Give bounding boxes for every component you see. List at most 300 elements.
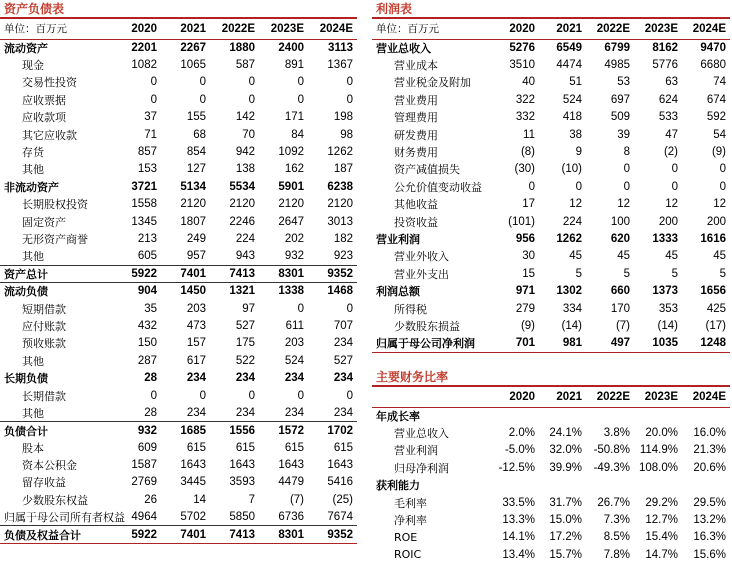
cell-value: 1880 bbox=[229, 41, 255, 54]
row-label: 其他 bbox=[22, 163, 44, 177]
cell-value: 615 bbox=[186, 441, 206, 454]
cell-value: 522 bbox=[235, 354, 255, 367]
cell-value: 971 bbox=[515, 285, 535, 298]
cell-value: 2.0% bbox=[508, 427, 535, 440]
cell-value: 334 bbox=[562, 302, 582, 315]
cell-value: 97 bbox=[242, 302, 255, 315]
cell-value: 592 bbox=[706, 111, 726, 124]
cell-value bbox=[634, 477, 682, 494]
cell-value: 3.8% bbox=[603, 427, 630, 440]
cell-value: (14) bbox=[657, 319, 678, 332]
cell-value: 39 bbox=[617, 128, 630, 141]
cell-value: 0 bbox=[346, 302, 353, 315]
row-label: 非流动资产 bbox=[4, 180, 59, 194]
cell-value: 45 bbox=[617, 250, 630, 263]
row-label: 应付账款 bbox=[22, 319, 66, 333]
balance-sheet-panel bbox=[0, 0, 357, 544]
cell-value: 98 bbox=[340, 128, 353, 141]
year-header: 2020 bbox=[112, 19, 161, 39]
table-row bbox=[372, 126, 730, 143]
row-label: 公允价值变动收益 bbox=[394, 180, 482, 194]
cell-value: 16.0% bbox=[693, 427, 726, 440]
table-row bbox=[0, 265, 357, 282]
cell-value: 14.1% bbox=[502, 531, 535, 544]
cell-value: -50.8% bbox=[593, 444, 630, 457]
cell-value: 1333 bbox=[652, 232, 678, 245]
row-label: 获利能力 bbox=[376, 479, 420, 493]
cell-value: 0 bbox=[297, 93, 304, 106]
cell-value: 3113 bbox=[328, 41, 353, 54]
table-row bbox=[0, 404, 357, 421]
cell-value: 932 bbox=[112, 422, 161, 439]
table-row bbox=[0, 161, 357, 178]
table-row bbox=[0, 230, 357, 247]
cell-value: 12 bbox=[665, 198, 678, 211]
cell-value: 1065 bbox=[180, 59, 206, 72]
cell-value: 6549 bbox=[556, 41, 582, 54]
cell-value: 524 bbox=[284, 354, 304, 367]
financial-ratios-body bbox=[372, 387, 730, 564]
row-label: 其他 bbox=[22, 250, 44, 264]
cell-value: 198 bbox=[333, 111, 353, 124]
row-label: 股本 bbox=[22, 441, 44, 455]
unit-label: 单位：百万元 bbox=[0, 19, 112, 39]
cell-value: 24.1% bbox=[549, 427, 582, 440]
row-label: 营业总收入 bbox=[394, 427, 449, 441]
table-row bbox=[372, 178, 730, 195]
table-row bbox=[372, 335, 730, 352]
table-row bbox=[372, 477, 730, 494]
table-row bbox=[372, 407, 730, 424]
income-statement-title: 利润表 bbox=[372, 0, 730, 19]
row-label: 固定资产 bbox=[22, 215, 66, 229]
row-label: 归属于母公司所有者权益 bbox=[4, 510, 125, 524]
cell-value: 5922 bbox=[112, 265, 161, 282]
cell-value: 609 bbox=[137, 441, 157, 454]
cell-value: 54 bbox=[713, 128, 726, 141]
cell-value: -49.3% bbox=[593, 461, 630, 474]
table-row bbox=[0, 282, 357, 299]
row-label: 预收账款 bbox=[22, 337, 66, 351]
cell-value: 0 bbox=[671, 180, 678, 193]
cell-value: 1702 bbox=[308, 422, 357, 439]
cell-value: 5534 bbox=[229, 180, 255, 193]
row-label: 营业利润 bbox=[376, 232, 420, 246]
cell-value: 7413 bbox=[210, 265, 259, 282]
cell-value: 943 bbox=[235, 250, 255, 263]
table-row bbox=[0, 213, 357, 230]
cell-value: 11 bbox=[523, 128, 535, 141]
cell-value: (7) bbox=[289, 493, 304, 506]
cell-value: 0 bbox=[719, 163, 726, 176]
cell-value: (101) bbox=[508, 215, 535, 228]
cell-value: 904 bbox=[112, 282, 161, 299]
cell-value: 1450 bbox=[161, 282, 210, 299]
year-header: 2023E bbox=[634, 19, 682, 39]
cell-value: 322 bbox=[515, 93, 535, 106]
table-row bbox=[0, 439, 357, 456]
cell-value: 854 bbox=[186, 146, 206, 159]
cell-value: 0 bbox=[297, 76, 304, 89]
row-label: 少数股东损益 bbox=[394, 319, 460, 333]
cell-value: 20.0% bbox=[645, 427, 678, 440]
balance-sheet-header bbox=[0, 19, 357, 39]
year-header: 2021 bbox=[161, 19, 210, 39]
cell-value: 942 bbox=[235, 146, 255, 159]
table-row bbox=[0, 74, 357, 91]
row-label: ROIC bbox=[394, 548, 422, 562]
cell-value: 39.9% bbox=[549, 461, 582, 474]
year-header: 2020 bbox=[492, 19, 539, 39]
cell-value: 287 bbox=[137, 354, 157, 367]
row-label: 利润总额 bbox=[376, 285, 420, 299]
cell-value: (2) bbox=[663, 146, 678, 159]
row-label: 毛利率 bbox=[394, 496, 427, 510]
cell-value bbox=[682, 477, 730, 494]
row-label: 归母净利润 bbox=[394, 461, 449, 475]
cell-value: 0 bbox=[623, 163, 630, 176]
cell-value: 47 bbox=[665, 128, 678, 141]
year-header: 2022E bbox=[586, 387, 634, 407]
table-row bbox=[0, 39, 357, 56]
cell-value: 1248 bbox=[682, 335, 730, 352]
cell-value: 4964 bbox=[131, 510, 157, 523]
row-label: 其他 bbox=[22, 354, 44, 368]
cell-value: 15.7% bbox=[549, 548, 582, 561]
cell-value: 6736 bbox=[278, 510, 304, 523]
cell-value: 2246 bbox=[229, 215, 255, 228]
cell-value: 0 bbox=[248, 93, 255, 106]
cell-value: 8301 bbox=[259, 265, 308, 282]
cell-value: 9470 bbox=[700, 41, 726, 54]
row-label: 营业外支出 bbox=[394, 267, 449, 281]
cell-value: 13.2% bbox=[693, 514, 726, 527]
cell-value: 1643 bbox=[327, 459, 353, 472]
cell-value: (14) bbox=[561, 319, 582, 332]
table-row bbox=[372, 265, 730, 282]
income-statement-table bbox=[372, 19, 730, 353]
table-row bbox=[372, 300, 730, 317]
cell-value: 527 bbox=[333, 354, 353, 367]
table-row bbox=[372, 424, 730, 441]
cell-value: 332 bbox=[515, 111, 535, 124]
cell-value: 0 bbox=[719, 180, 726, 193]
cell-value: 68 bbox=[193, 128, 206, 141]
financial-ratios-title: 主要财务比率 bbox=[372, 368, 730, 387]
cell-value: 35 bbox=[144, 302, 157, 315]
cell-value: (30) bbox=[514, 163, 535, 176]
row-label: 资产总计 bbox=[0, 265, 112, 282]
cell-value: (17) bbox=[705, 319, 726, 332]
cell-value: 31.7% bbox=[549, 496, 582, 509]
cell-value: 2400 bbox=[278, 41, 304, 54]
table-row bbox=[0, 474, 357, 491]
cell-value: 249 bbox=[186, 232, 206, 245]
cell-value: -12.5% bbox=[498, 461, 535, 474]
cell-value: 2120 bbox=[229, 198, 255, 211]
cell-value: 5416 bbox=[327, 476, 353, 489]
cell-value: 1616 bbox=[700, 232, 726, 245]
row-label: 短期借款 bbox=[22, 302, 66, 316]
cell-value: 12 bbox=[713, 198, 726, 211]
row-label: 长期负债 bbox=[4, 372, 48, 386]
cell-value: 150 bbox=[137, 337, 157, 350]
cell-value: 2201 bbox=[131, 41, 157, 54]
cell-value: 74 bbox=[713, 76, 726, 89]
balance-sheet-table bbox=[0, 19, 357, 544]
table-row bbox=[372, 143, 730, 160]
cell-value: 28 bbox=[144, 372, 157, 385]
row-label: 营业外收入 bbox=[394, 250, 449, 264]
cell-value: 1685 bbox=[161, 422, 210, 439]
table-row bbox=[0, 300, 357, 317]
cell-value: 2120 bbox=[327, 198, 353, 211]
cell-value: 1321 bbox=[210, 282, 259, 299]
cell-value: 932 bbox=[284, 250, 304, 263]
cell-value: 7 bbox=[248, 493, 255, 506]
cell-value: 497 bbox=[586, 335, 634, 352]
financial-ratios-table bbox=[372, 387, 730, 564]
cell-value: 224 bbox=[562, 215, 582, 228]
row-label: 负债合计 bbox=[0, 422, 112, 439]
cell-value: 32.0% bbox=[549, 444, 582, 457]
row-label: 其他 bbox=[22, 406, 44, 420]
table-row bbox=[372, 74, 730, 91]
cell-value: 234 bbox=[186, 372, 206, 385]
table-row bbox=[0, 509, 357, 526]
cell-value: 2769 bbox=[131, 476, 157, 489]
cell-value: 12 bbox=[569, 198, 582, 211]
table-row bbox=[0, 178, 357, 195]
cell-value: 45 bbox=[713, 250, 726, 263]
cell-value: 1643 bbox=[180, 459, 206, 472]
cell-value: 202 bbox=[284, 232, 304, 245]
cell-value: 213 bbox=[137, 232, 157, 245]
cell-value: 527 bbox=[235, 319, 255, 332]
cell-value bbox=[634, 407, 682, 424]
unit-label: 单位：百万元 bbox=[372, 19, 492, 39]
year-header: 2021 bbox=[539, 19, 586, 39]
cell-value: 697 bbox=[610, 93, 630, 106]
row-label: 归属于母公司净利润 bbox=[372, 335, 492, 352]
cell-value: 617 bbox=[186, 354, 206, 367]
row-label: 现金 bbox=[22, 59, 44, 73]
row-label: 净利率 bbox=[394, 514, 427, 528]
row-label: 资产减值损失 bbox=[394, 163, 460, 177]
cell-value: 5901 bbox=[278, 180, 304, 193]
cell-value: 615 bbox=[235, 441, 255, 454]
cell-value: 70 bbox=[242, 128, 255, 141]
cell-value: 234 bbox=[186, 406, 206, 419]
cell-value: (25) bbox=[332, 493, 353, 506]
cell-value: 6238 bbox=[327, 180, 353, 193]
year-header: 2022E bbox=[586, 19, 634, 39]
cell-value: 432 bbox=[137, 319, 157, 332]
cell-value: 13.3% bbox=[502, 514, 535, 527]
table-row bbox=[0, 352, 357, 369]
table-row bbox=[372, 511, 730, 528]
cell-value: 3510 bbox=[509, 59, 535, 72]
cell-value: 4474 bbox=[556, 59, 582, 72]
cell-value: 660 bbox=[610, 285, 630, 298]
cell-value: 1345 bbox=[131, 215, 157, 228]
cell-value: 5850 bbox=[229, 510, 255, 523]
cell-value: 5702 bbox=[180, 510, 206, 523]
cell-value: 0 bbox=[199, 76, 206, 89]
table-row bbox=[372, 213, 730, 230]
cell-value: 29.2% bbox=[645, 496, 678, 509]
cell-value: 4985 bbox=[604, 59, 630, 72]
year-header: 2021 bbox=[539, 387, 586, 407]
cell-value: 9352 bbox=[308, 526, 357, 543]
cell-value: 0 bbox=[346, 389, 353, 402]
cell-value: 2267 bbox=[180, 41, 206, 54]
cell-value: 1035 bbox=[634, 335, 682, 352]
table-row bbox=[0, 456, 357, 473]
cell-value: 7674 bbox=[327, 510, 353, 523]
cell-value: 26 bbox=[144, 493, 157, 506]
cell-value: 37 bbox=[144, 111, 157, 124]
row-label: 无形资产商誉 bbox=[22, 232, 88, 246]
row-label: 流动资产 bbox=[4, 41, 48, 55]
cell-value: 1302 bbox=[556, 285, 582, 298]
cell-value: 1656 bbox=[700, 285, 726, 298]
table-row bbox=[0, 143, 357, 160]
row-label: 资本公积金 bbox=[22, 459, 77, 473]
cell-value: 1262 bbox=[327, 146, 353, 159]
year-header: 2024E bbox=[682, 387, 730, 407]
cell-value: 15.0% bbox=[549, 514, 582, 527]
cell-value bbox=[492, 477, 539, 494]
cell-value: 0 bbox=[297, 302, 304, 315]
cell-value: 100 bbox=[610, 215, 630, 228]
row-label: 管理费用 bbox=[394, 111, 438, 125]
cell-value: 611 bbox=[285, 319, 304, 332]
cell-value: 203 bbox=[284, 337, 304, 350]
row-label: 营业费用 bbox=[394, 93, 438, 107]
row-label: 留存收益 bbox=[22, 476, 66, 490]
cell-value: 0 bbox=[248, 76, 255, 89]
year-header: 2024E bbox=[682, 19, 730, 39]
table-row bbox=[372, 109, 730, 126]
cell-value: 533 bbox=[658, 111, 678, 124]
unit-label bbox=[372, 387, 492, 407]
cell-value: (9) bbox=[520, 319, 535, 332]
cell-value: 2647 bbox=[278, 215, 304, 228]
cell-value: 279 bbox=[515, 302, 535, 315]
row-label: 营业税金及附加 bbox=[394, 76, 471, 90]
cell-value: 3721 bbox=[131, 180, 157, 193]
cell-value: 2120 bbox=[180, 198, 206, 211]
cell-value: 63 bbox=[665, 76, 678, 89]
cell-value: 0 bbox=[150, 389, 157, 402]
cell-value: 187 bbox=[333, 163, 353, 176]
cell-value: 162 bbox=[284, 163, 304, 176]
cell-value: 1643 bbox=[229, 459, 255, 472]
row-label: 负债及权益合计 bbox=[0, 526, 112, 543]
cell-value: 891 bbox=[284, 59, 304, 72]
cell-value: 53 bbox=[617, 76, 630, 89]
cell-value: 2120 bbox=[278, 198, 304, 211]
cell-value: 1643 bbox=[278, 459, 304, 472]
cell-value: 5276 bbox=[509, 41, 535, 54]
cell-value: 45 bbox=[665, 250, 678, 263]
cell-value: 17 bbox=[522, 198, 535, 211]
cell-value: 956 bbox=[515, 232, 535, 245]
cell-value: 155 bbox=[186, 111, 206, 124]
cell-value: 182 bbox=[333, 232, 353, 245]
cell-value: 0 bbox=[346, 93, 353, 106]
year-header: 2023E bbox=[634, 387, 682, 407]
cell-value: (9) bbox=[711, 146, 726, 159]
table-row bbox=[0, 335, 357, 352]
table-row bbox=[0, 126, 357, 143]
cell-value: 12.7% bbox=[645, 514, 678, 527]
cell-value: 5922 bbox=[112, 526, 161, 543]
year-header: 2024E bbox=[308, 19, 357, 39]
cell-value: 0 bbox=[199, 93, 206, 106]
cell-value bbox=[539, 477, 586, 494]
table-row bbox=[372, 196, 730, 213]
year-header: 2022E bbox=[210, 19, 259, 39]
table-row bbox=[372, 282, 730, 299]
cell-value: 51 bbox=[569, 76, 582, 89]
year-header: 2020 bbox=[492, 387, 539, 407]
cell-value: 157 bbox=[186, 337, 206, 350]
cell-value bbox=[539, 407, 586, 424]
row-label: 投资收益 bbox=[394, 215, 438, 229]
cell-value: 624 bbox=[658, 93, 678, 106]
cell-value: 30 bbox=[522, 250, 535, 263]
cell-value: 138 bbox=[235, 163, 255, 176]
cell-value: 29.5% bbox=[693, 496, 726, 509]
cell-value: 200 bbox=[706, 215, 726, 228]
row-label: 少数股东权益 bbox=[22, 493, 88, 507]
row-label: 应收款项 bbox=[22, 111, 66, 125]
cell-value: 7.8% bbox=[603, 548, 630, 561]
cell-value: 9352 bbox=[308, 265, 357, 282]
cell-value: 170 bbox=[610, 302, 630, 315]
cell-value: (7) bbox=[615, 319, 630, 332]
cell-value: 605 bbox=[137, 250, 157, 263]
table-row bbox=[0, 91, 357, 108]
cell-value: 7.3% bbox=[603, 514, 630, 527]
cell-value: 14 bbox=[193, 493, 206, 506]
table-row bbox=[372, 317, 730, 334]
cell-value: 0 bbox=[575, 180, 582, 193]
cell-value: 6680 bbox=[700, 59, 726, 72]
table-row bbox=[0, 317, 357, 334]
cell-value: 1572 bbox=[259, 422, 308, 439]
cell-value: 1092 bbox=[278, 146, 304, 159]
cell-value: 981 bbox=[539, 335, 586, 352]
cell-value: 9 bbox=[575, 146, 582, 159]
cell-value: 234 bbox=[235, 372, 255, 385]
cell-value: 15.6% bbox=[693, 548, 726, 561]
row-label: 财务费用 bbox=[394, 146, 438, 160]
cell-value: 0 bbox=[297, 389, 304, 402]
cell-value: 71 bbox=[144, 128, 157, 141]
cell-value: 0 bbox=[671, 163, 678, 176]
cell-value: 234 bbox=[235, 406, 255, 419]
cell-value: 3445 bbox=[180, 476, 206, 489]
table-row bbox=[372, 161, 730, 178]
cell-value: 1468 bbox=[308, 282, 357, 299]
cell-value: 203 bbox=[186, 302, 206, 315]
cell-value: 1587 bbox=[131, 459, 157, 472]
cell-value: 114.9% bbox=[639, 444, 678, 457]
cell-value: 8301 bbox=[259, 526, 308, 543]
